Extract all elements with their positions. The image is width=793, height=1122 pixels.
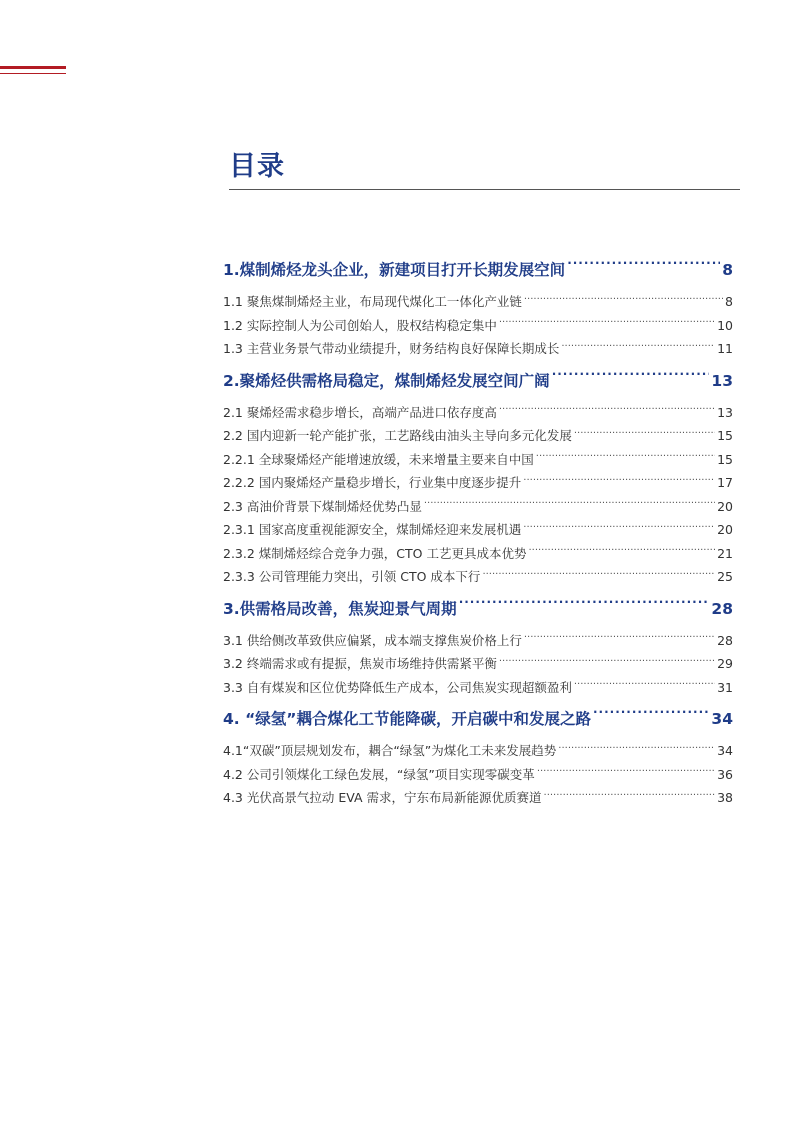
toc-subsection-entry[interactable] <box>223 495 733 519</box>
toc-entry-title: 1.3 主营业务景气带动业绩提升，财务结构良好保障长期成长 <box>223 341 560 356</box>
dot-leader <box>528 545 715 558</box>
toc-entry-title: 2.2 国内迎新一轮产能扩张，工艺路线由油头主导向多元化发展 <box>223 428 572 443</box>
toc-page-number: 15 <box>717 428 733 443</box>
toc-entry-title: 2.2.2 国内聚烯烃产量稳步增长，行业集中度逐步提升 <box>223 475 522 490</box>
toc-subsection-entry[interactable] <box>223 542 733 566</box>
toc-subsection-entry[interactable] <box>223 424 733 448</box>
toc-entry-title: 2.3.2 煤制烯烃综合竞争力强，CTO 工艺更具成本优势 <box>223 545 527 561</box>
toc-page-number: 25 <box>717 569 733 584</box>
toc-subsection-entry[interactable] <box>223 314 733 338</box>
toc-entry-title: 2.3 高油价背景下煤制烯烃优势凸显 <box>223 498 422 514</box>
toc-subsection-entry[interactable] <box>223 448 733 472</box>
dot-leader <box>593 709 709 725</box>
toc-entry-title: 4. “绿氢”耦合煤化工节能降碳，开启碳中和发展之路 <box>223 710 591 728</box>
toc-entry-title: 2.2.1 全球聚烯烃产能增速放缓，未来增量主要来自中国 <box>223 451 534 467</box>
toc-page-number: 28 <box>711 599 733 618</box>
toc-section-entry[interactable] <box>223 365 733 398</box>
toc-entry-title: 2.1 聚烯烃需求稳步增长，高端产品进口依存度高 <box>223 404 497 420</box>
table-of-contents <box>223 250 733 810</box>
toc-page-number: 11 <box>717 341 733 356</box>
dot-leader <box>482 569 715 582</box>
toc-subsection-entry[interactable] <box>223 565 733 589</box>
toc-page-number: 21 <box>717 545 733 561</box>
toc-entry-title: 1.煤制烯烃龙头企业，新建项目打开长期发展空间 <box>223 261 566 279</box>
toc-page-number: 13 <box>717 404 733 420</box>
dot-leader <box>499 404 715 417</box>
toc-entry-title: 2.3.1 国家高度重视能源安全，煤制烯烃迎来发展机遇 <box>223 522 522 537</box>
header-accent-line <box>0 73 66 74</box>
dot-leader <box>561 341 715 354</box>
toc-subsection-entry[interactable] <box>223 337 733 361</box>
toc-page-number: 8 <box>725 294 733 309</box>
toc-subsection-entry[interactable] <box>223 676 733 700</box>
dot-leader <box>459 598 710 614</box>
toc-entry-title: 2.聚烯烃供需格局稳定，煤制烯烃发展空间广阔 <box>223 371 550 390</box>
toc-page-number: 36 <box>717 766 733 782</box>
toc-entry-title: 3.3 自有煤炭和区位优势降低生产成本，公司焦炭实现超额盈利 <box>223 679 572 695</box>
toc-page-number: 17 <box>717 475 733 490</box>
toc-entry-title: 3.1 供给侧改革致供应偏紧，成本端支撑焦炭价格上行 <box>223 632 522 648</box>
toc-subsection-entry[interactable] <box>223 290 733 314</box>
toc-page-number: 34 <box>711 710 733 728</box>
dot-leader <box>524 294 723 307</box>
toc-page-number: 10 <box>717 317 733 333</box>
toc-page-number: 13 <box>711 371 733 390</box>
toc-page-number: 29 <box>717 656 733 671</box>
dot-leader <box>499 656 715 669</box>
toc-section-entry[interactable] <box>223 703 733 736</box>
dot-leader <box>537 766 715 779</box>
toc-entry-title: 4.3 光伏高景气拉动 EVA 需求，宁东布局新能源优质赛道 <box>223 790 542 805</box>
toc-page-number: 38 <box>717 790 733 805</box>
toc-subsection-entry[interactable] <box>223 739 733 763</box>
toc-page-number: 8 <box>722 261 733 279</box>
dot-leader <box>536 451 715 464</box>
toc-subsection-entry[interactable] <box>223 471 733 495</box>
toc-page-number: 15 <box>717 451 733 467</box>
header-accent-bar <box>0 66 66 69</box>
dot-leader <box>574 428 715 441</box>
toc-section-entry[interactable] <box>223 593 733 626</box>
toc-subsection-entry[interactable] <box>223 518 733 542</box>
toc-entry-title: 2.3.3 公司管理能力突出，引领 CTO 成本下行 <box>223 569 481 584</box>
toc-subsection-entry[interactable] <box>223 786 733 810</box>
toc-entry-title: 3.供需格局改善，焦炭迎景气周期 <box>223 599 457 618</box>
toc-entry-title: 1.2 实际控制人为公司创始人，股权结构稳定集中 <box>223 317 497 333</box>
dot-leader <box>424 498 715 511</box>
dot-leader <box>567 260 720 276</box>
toc-subsection-entry[interactable] <box>223 401 733 425</box>
toc-page-number: 20 <box>717 498 733 514</box>
toc-page-number: 34 <box>717 743 733 758</box>
toc-section-entry[interactable] <box>223 254 733 287</box>
toc-subsection-entry[interactable] <box>223 652 733 676</box>
toc-subsection-entry[interactable] <box>223 763 733 787</box>
dot-leader <box>523 475 715 488</box>
title-divider <box>229 189 740 190</box>
dot-leader <box>552 370 710 386</box>
toc-entry-title: 4.2 公司引领煤化工绿色发展，“绿氢”项目实现零碳变革 <box>223 766 535 782</box>
dot-leader <box>544 790 716 803</box>
toc-page-number: 20 <box>717 522 733 537</box>
dot-leader <box>558 743 715 756</box>
toc-title: 目录 <box>229 151 285 182</box>
toc-page-number: 28 <box>717 632 733 648</box>
toc-entry-title: 4.1“双碳”顶层规划发布，耦合“绿氢”为煤化工未来发展趋势 <box>223 743 557 758</box>
toc-entry-title: 3.2 终端需求或有提振，焦炭市场维持供需紧平衡 <box>223 656 497 671</box>
dot-leader <box>499 317 715 330</box>
dot-leader <box>524 632 715 645</box>
dot-leader <box>574 679 715 692</box>
toc-page-number: 31 <box>717 679 733 695</box>
toc-subsection-entry[interactable] <box>223 629 733 653</box>
toc-entry-title: 1.1 聚焦煤制烯烃主业，布局现代煤化工一体化产业链 <box>223 294 522 309</box>
dot-leader <box>523 522 715 535</box>
